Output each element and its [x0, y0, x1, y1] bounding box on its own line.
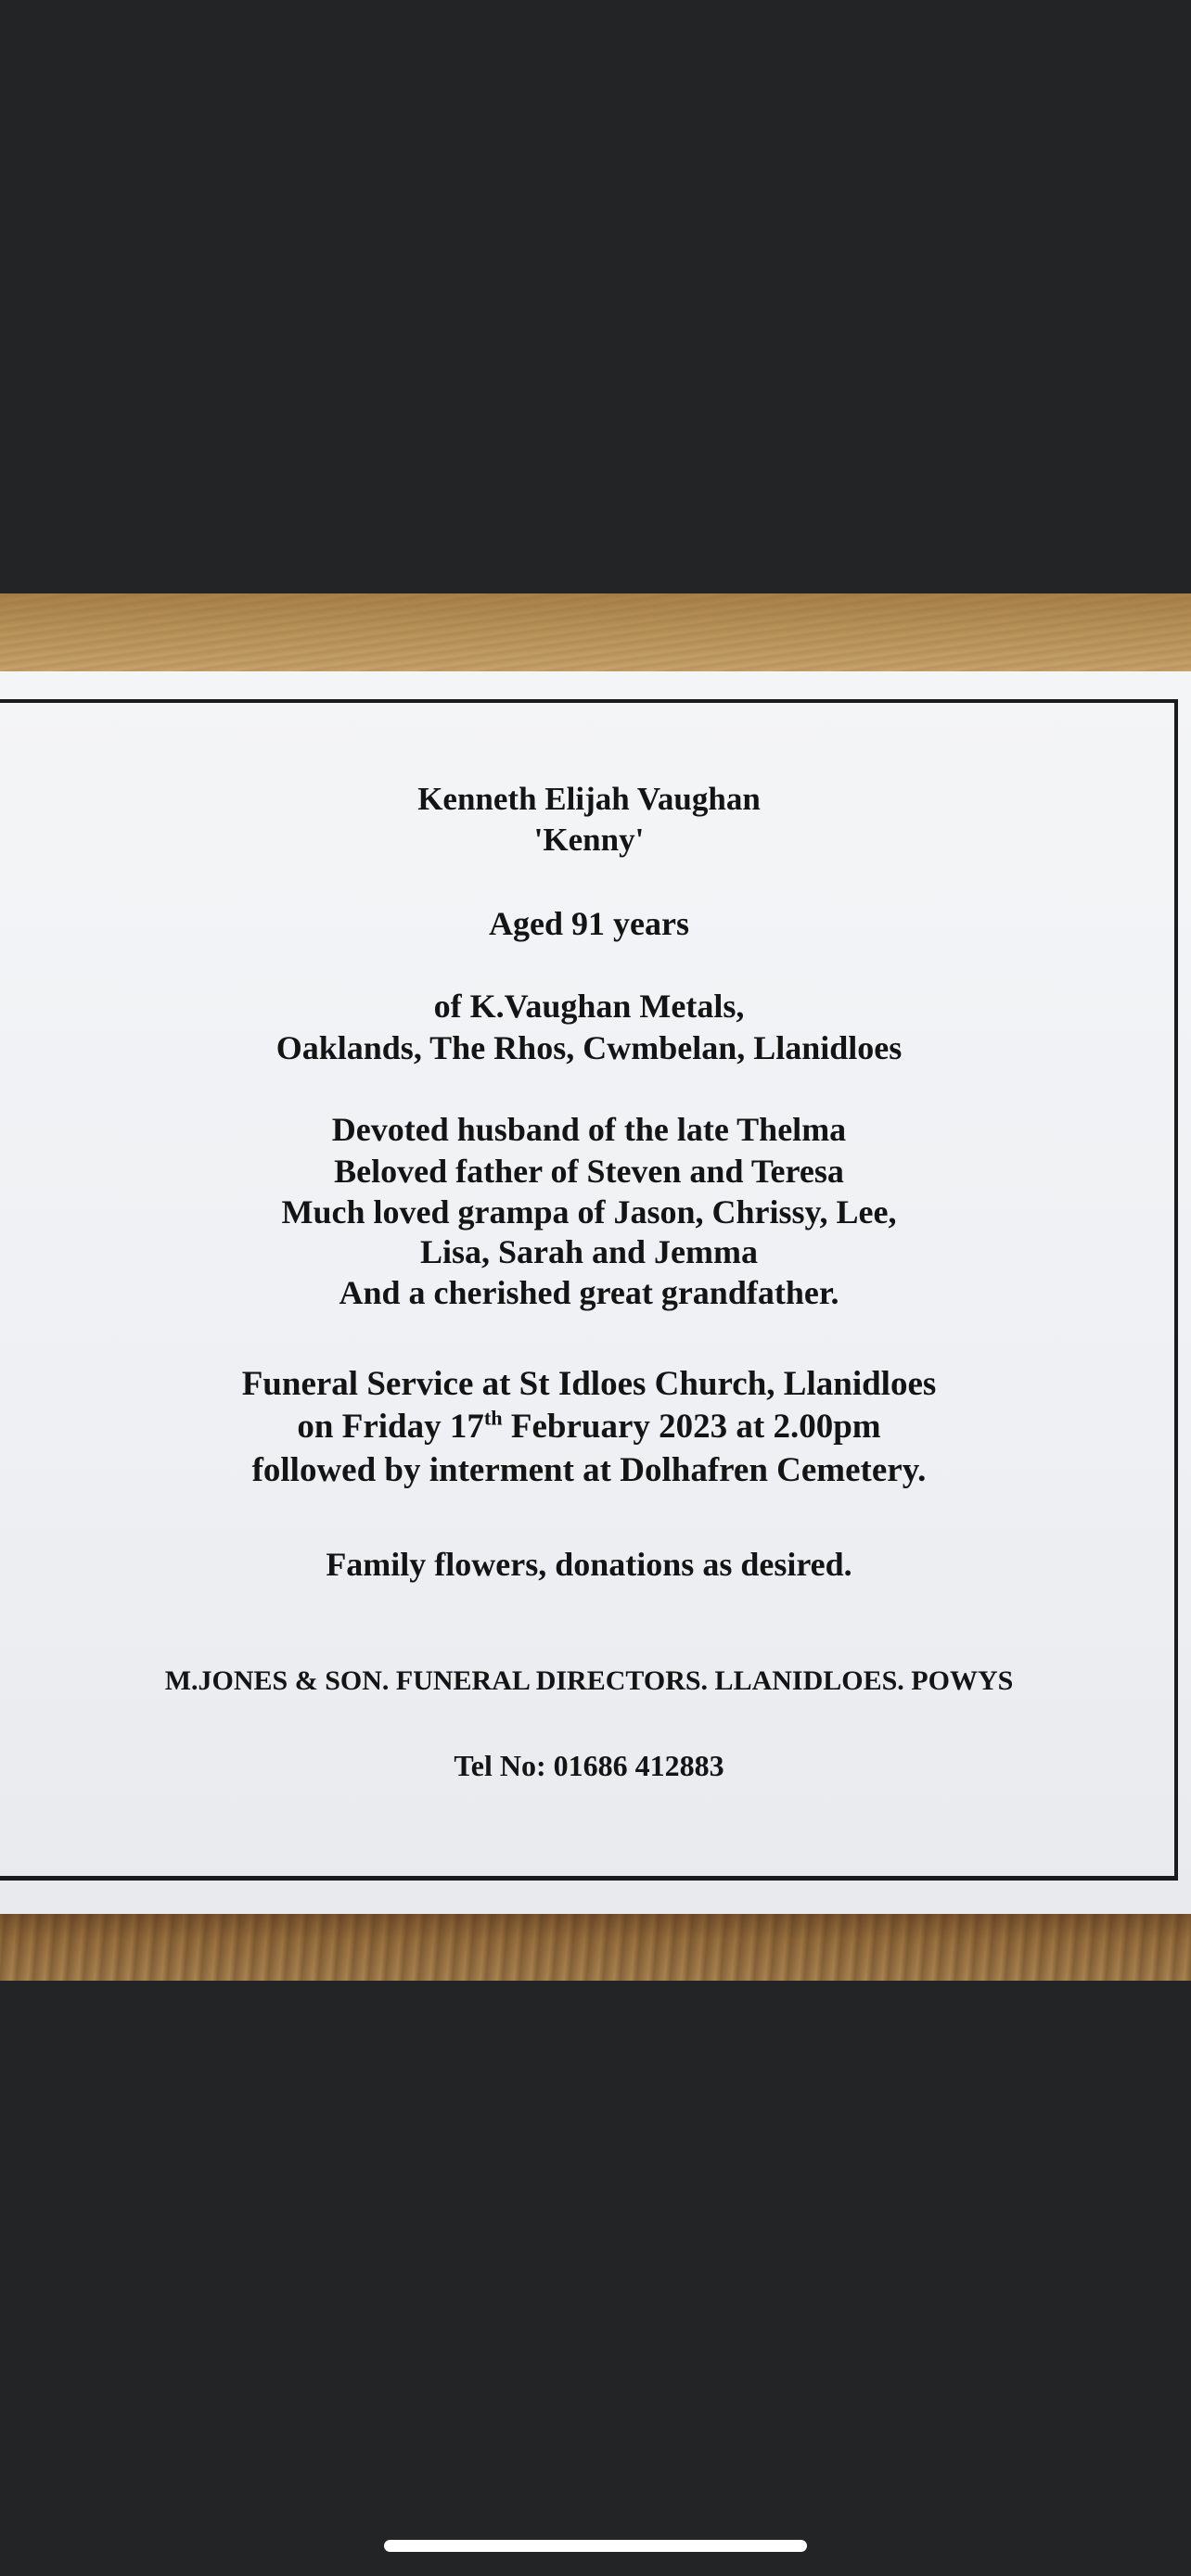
deceased-nickname: 'Kenny': [533, 822, 645, 858]
family-line-1: Devoted husband of the late Thelma: [331, 1111, 847, 1148]
service-line-2: [0, 1407, 1178, 1447]
service-date-suffix: th: [483, 1406, 503, 1430]
family-line-4: Lisa, Sarah and Jemma: [419, 1233, 759, 1270]
service-line-2-start: on Friday 17: [297, 1408, 484, 1446]
family-line-5: And a cherished great grandfather.: [339, 1274, 839, 1311]
notice-photo: [0, 593, 1191, 1981]
home-indicator[interactable]: [384, 2540, 807, 2552]
wood-surface-bottom: [0, 1914, 1191, 1981]
family-line-2: Beloved father of Steven and Teresa: [334, 1153, 844, 1190]
address-line-1: of K.Vaughan Metals,: [433, 988, 745, 1025]
deceased-name: Kenneth Elijah Vaughan: [417, 781, 761, 817]
wood-surface-top: [0, 593, 1191, 671]
flowers-line: Family flowers, donations as desired.: [326, 1546, 852, 1583]
age-line: Aged 91 years: [489, 905, 689, 942]
telephone-line: Tel No: 01686 412883: [454, 1749, 724, 1782]
family-line-3: Much loved grampa of Jason, Chrissy, Lee,: [281, 1193, 897, 1231]
service-line-3: followed by interment at Dolhafren Cemetery.: [251, 1451, 927, 1489]
notice-paper: [0, 671, 1191, 1914]
funeral-director-line: M.JONES & SON. FUNERAL DIRECTORS. LLANIDLOES. POWYS: [164, 1665, 1014, 1696]
address-line-2: Oaklands, The Rhos, Cwmbelan, Llanidloes: [275, 1029, 903, 1066]
service-line-2-end: February 2023 at 2.00pm: [502, 1408, 881, 1446]
service-line-1: Funeral Service at St Idloes Church, Llanidloes: [241, 1365, 937, 1403]
